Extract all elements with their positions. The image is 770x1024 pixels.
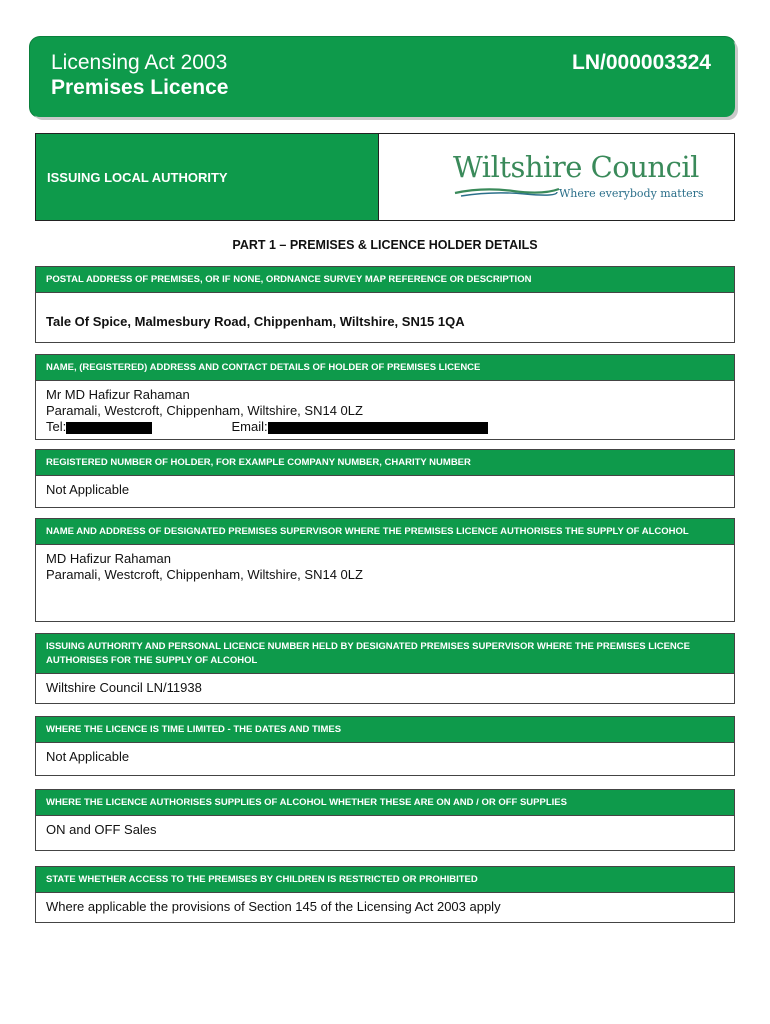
- holder-address: Paramali, Westcroft, Chippenham, Wiltshire, SN14 0LZ: [46, 403, 363, 418]
- personal-licence-number: Wiltshire Council LN/11938: [46, 680, 202, 695]
- section-heading: WHERE THE LICENCE IS TIME LIMITED - THE DATES AND TIMES: [36, 717, 734, 743]
- issuing-authority-box: [35, 133, 735, 221]
- holder-details: [36, 381, 734, 441]
- section-heading: POSTAL ADDRESS OF PREMISES, OR IF NONE, ORDNANCE SURVEY MAP REFERENCE OR DESCRIPTION: [36, 267, 734, 293]
- section-heading: WHERE THE LICENCE AUTHORISES SUPPLIES OF ALCOHOL WHETHER THESE ARE ON AND / OR OFF SUPPLIES: [36, 790, 734, 816]
- tel-label: Tel:: [46, 419, 67, 434]
- section-time-limited: [35, 716, 735, 776]
- section-heading: STATE WHETHER ACCESS TO THE PREMISES BY CHILDREN IS RESTRICTED OR PROHIBITED: [36, 867, 734, 893]
- holder-contact: [46, 419, 724, 435]
- section-dps: [35, 518, 735, 622]
- registered-number: Not Applicable: [46, 482, 130, 497]
- dps-details: [36, 545, 734, 589]
- email-label: Email:: [231, 419, 268, 434]
- premises-address: Tale Of Spice, Malmesbury Road, Chippenham, Wiltshire, SN15 1QA: [46, 314, 465, 329]
- licence-banner: [30, 37, 735, 117]
- section-personal-licence: [35, 633, 735, 704]
- holder-name: Mr MD Hafizur Rahaman: [46, 387, 190, 402]
- section-heading: NAME AND ADDRESS OF DESIGNATED PREMISES SUPERVISOR WHERE THE PREMISES LICENCE AUTHORISES THE SUPPLY OF ALCOHOL: [36, 519, 734, 545]
- logo-wordmark: Wiltshire Council: [453, 150, 699, 184]
- email-redacted: [268, 422, 488, 434]
- act-title: Licensing Act 2003: [51, 51, 228, 74]
- children-access-value: Where applicable the provisions of Section 145 of the Licensing Act 2003 apply: [46, 899, 501, 914]
- tel-redacted: [66, 422, 152, 434]
- logo-tagline: Where everybody matters: [559, 187, 704, 200]
- section-alcohol-supplies: [35, 789, 735, 851]
- alcohol-supplies-value: ON and OFF Sales: [46, 822, 157, 837]
- dps-name: MD Hafizur Rahaman: [46, 551, 171, 566]
- section-heading: REGISTERED NUMBER OF HOLDER, FOR EXAMPLE COMPANY NUMBER, CHARITY NUMBER: [36, 450, 734, 476]
- section-heading: NAME, (REGISTERED) ADDRESS AND CONTACT DETAILS OF HOLDER OF PREMISES LICENCE: [36, 355, 734, 381]
- logo-swoosh-icon: [453, 184, 563, 198]
- issuing-authority-label: ISSUING LOCAL AUTHORITY: [36, 134, 379, 220]
- document-title: Premises Licence: [51, 76, 229, 99]
- wiltshire-council-logo: [379, 134, 734, 220]
- section-heading: ISSUING AUTHORITY AND PERSONAL LICENCE NUMBER HELD BY DESIGNATED PREMISES SUPERVISOR WHERE THE PREMISES LICENCE AUTHORISES FOR THE SUPPLY OF ALCOHOL: [36, 634, 734, 674]
- licence-number: LN/000003324: [572, 51, 711, 74]
- part-title: PART 1 – PREMISES & LICENCE HOLDER DETAILS: [232, 238, 538, 252]
- time-limited-value: Not Applicable: [46, 749, 130, 764]
- section-children-access: [35, 866, 735, 923]
- section-registered-number: [35, 449, 735, 508]
- dps-address: Paramali, Westcroft, Chippenham, Wiltshire, SN14 0LZ: [46, 567, 363, 582]
- section-holder-details: [35, 354, 735, 440]
- section-postal-address: [35, 266, 735, 343]
